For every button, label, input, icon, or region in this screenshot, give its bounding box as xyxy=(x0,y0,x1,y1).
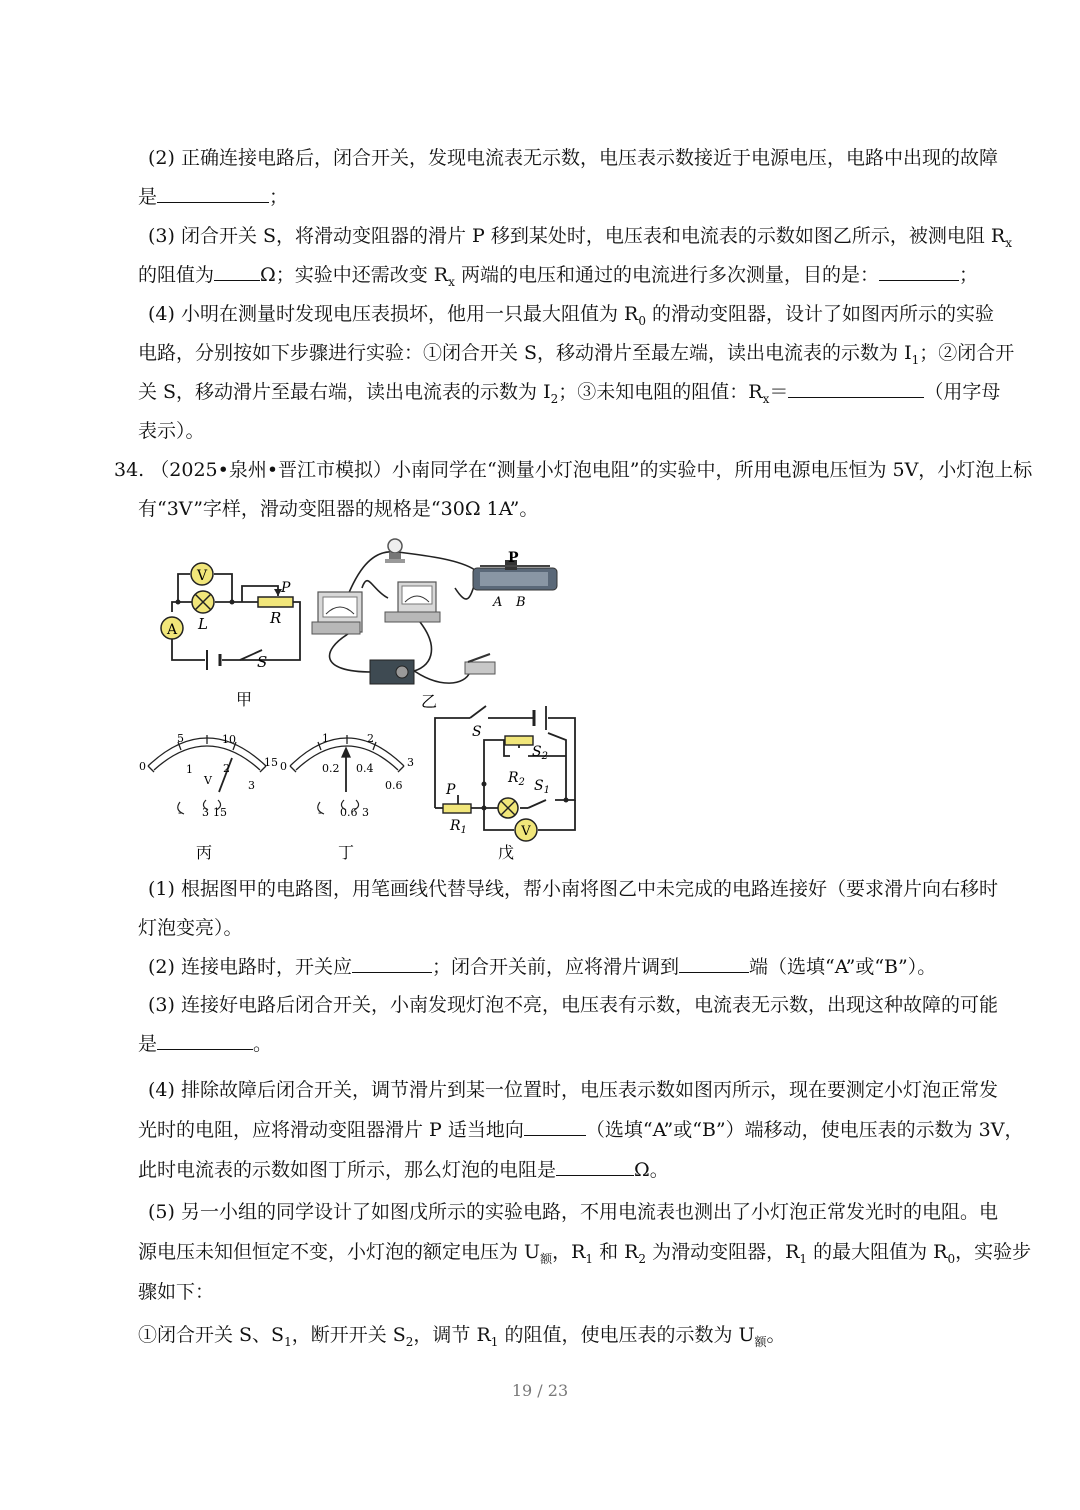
page-number: 19 / 23 xyxy=(511,1381,569,1400)
jia-label-p: P xyxy=(281,580,291,596)
q34-intro-line2: 有“3V”字样，滑动变阻器的规格是“30Ω 1A”。 xyxy=(138,498,539,520)
caption-ding: 丁 xyxy=(338,843,355,862)
q34-part1-line1: (1) 根据图甲的电路图，用笔画线代替导线，帮小南将图乙中未完成的电路连接好（要求滑片向右移时 xyxy=(148,878,998,900)
q34-part2: (2) 连接电路时，开关应 ；闭合开关前，应将滑片调到 端（选填“A”或“B”）。 xyxy=(148,956,937,978)
answer-blank[interactable] xyxy=(157,184,269,203)
q33-part3-line2: 的阻值为 Ω；实验中还需改变 $R_x$ 两端的电压和通过的电流进行多次测量，目的是： ； xyxy=(138,264,978,289)
q33-part4-line2: 电路，分别按如下步骤进行实验：①闭合开关 S，移动滑片至最左端，读出电流表的示数为 $I_1$；②闭合开 xyxy=(138,342,1015,367)
wu-label-s1: $S_1$ xyxy=(534,778,550,796)
q34-part3-line2: 是 。 xyxy=(138,1033,273,1055)
ding-tick-0.2: 0.2 xyxy=(322,762,340,775)
ding-terminal-minus: - xyxy=(318,806,322,819)
bing-unit: V xyxy=(204,774,212,787)
q33-part2-line2: 是 ； xyxy=(138,186,289,208)
bing-terminal-minus: - xyxy=(178,806,182,819)
rheostat-r1 xyxy=(443,804,471,813)
q34-part5-line1: (5) 另一小组的同学设计了如图戊所示的实验电路，不用电流表也测出了小灯泡正常发光时的电阻。电 xyxy=(148,1201,998,1223)
wu-label-v: V xyxy=(521,824,531,839)
answer-blank[interactable] xyxy=(679,954,749,973)
wu-label-r1: $R_1$ xyxy=(450,818,467,836)
answer-blank[interactable] xyxy=(157,1031,253,1050)
bing-tick-10: 10 xyxy=(222,733,236,746)
q33-part2-line1: (2) 正确连接电路后，闭合开关，发现电流表无示数，电压表示数接近于电源电压，电路中出现的故障 xyxy=(148,147,998,169)
figure-yi-apparatus xyxy=(312,539,557,684)
yi-label-a: A xyxy=(493,595,503,610)
wu-label-s: S xyxy=(472,724,482,740)
bing-tick-0: 0 xyxy=(139,760,146,773)
jia-label-a: A xyxy=(166,622,178,638)
caption-wu: 戊 xyxy=(498,843,515,862)
q34-part5-line2: 源电压未知但恒定不变，小灯泡的额定电压为 $U_额$，$R_1$ 和 $R_2$ 为滑动变阻器，$R_1$ 的最大阻值为 $R_0$，实验步 xyxy=(138,1241,1032,1266)
jia-label-v: V xyxy=(196,568,208,584)
bing-tick-3: 3 xyxy=(248,779,255,792)
jia-label-l: L xyxy=(198,615,208,633)
q34-part4-line3: 此时电流表的示数如图丁所示，那么灯泡的电阻是 Ω。 xyxy=(138,1159,669,1181)
bing-tick-1: 1 xyxy=(186,763,193,776)
wu-label-s2: $S_2$ xyxy=(532,744,548,762)
ding-tick-1: 1 xyxy=(322,732,329,745)
answer-blank[interactable] xyxy=(524,1117,586,1136)
jia-label-s: S xyxy=(257,653,268,671)
rheostat-r xyxy=(258,597,293,607)
bing-terminal-15: 15 xyxy=(213,806,227,819)
q33-part4-line1: (4) 小明在测量时发现电压表损坏，他用一只最大阻值为 $R_0$ 的滑动变阻器，设计了如图丙所示的实验 xyxy=(148,303,994,328)
answer-blank[interactable] xyxy=(556,1157,634,1176)
wu-label-r2: $R_2$ xyxy=(508,770,525,788)
q33-part4-line4: 表示）。 xyxy=(138,420,205,442)
bing-tick-2: 2 xyxy=(223,762,230,775)
yi-label-b: B xyxy=(516,595,526,610)
answer-blank[interactable] xyxy=(879,262,959,281)
ding-terminal-3: 3 xyxy=(362,806,369,819)
caption-yi: 乙 xyxy=(421,692,438,711)
answer-blank[interactable] xyxy=(352,954,432,973)
q34-step1: ①闭合开关 S、$S_1$，断开开关 $S_2$，调节 $R_1$ 的阻值，使电压表的示数为 $U_额$。 xyxy=(138,1324,786,1349)
q34-part1-line2: 灯泡变亮）。 xyxy=(138,917,243,939)
wu-label-p: P xyxy=(446,782,456,798)
bing-terminal-3: 3 xyxy=(202,806,209,819)
caption-jia: 甲 xyxy=(236,690,253,709)
q33-part4-line3: 关 S，移动滑片至最右端，读出电流表的示数为 $I_2$；③未知电阻的阻值：$R_x=$ （用字母 xyxy=(138,381,1001,406)
ding-tick-2: 2 xyxy=(367,732,374,745)
q34-intro-line1: 34. （2025•泉州•晋江市模拟）小南同学在“测量小灯泡电阻”的实验中，所用电源电压恒为 5V，小灯泡上标 xyxy=(114,459,1033,481)
q34-part5-line3: 骤如下： xyxy=(138,1281,215,1303)
ding-tick-0.6: 0.6 xyxy=(385,779,403,792)
ding-tick-3: 3 xyxy=(407,756,414,769)
jia-label-r: R xyxy=(270,609,282,627)
bing-tick-5: 5 xyxy=(177,732,184,745)
ding-tick-0: 0 xyxy=(280,760,287,773)
q34-part3-line1: (3) 连接好电路后闭合开关，小南发现灯泡不亮，电压表有示数，电流表无示数，出现这种故障的可能 xyxy=(148,994,998,1016)
q34-part4-line1: (4) 排除故障后闭合开关，调节滑片到某一位置时，电压表示数如图丙所示，现在要测定小灯泡正常发 xyxy=(148,1079,998,1101)
q33-part3-line1: (3) 闭合开关 S，将滑动变阻器的滑片 P 移到某处时，电压表和电流表的示数如图乙所示，被测电阻 $R_x$ xyxy=(148,225,1013,250)
answer-blank[interactable] xyxy=(214,262,260,281)
bing-tick-15: 15 xyxy=(264,756,278,769)
yi-label-p: P xyxy=(508,550,519,566)
ding-tick-0.4: 0.4 xyxy=(356,762,374,775)
rheostat-r2 xyxy=(505,736,533,745)
ding-terminal-0.6: 0.6 xyxy=(340,806,358,819)
caption-bing: 丙 xyxy=(196,843,213,862)
answer-blank[interactable] xyxy=(788,379,924,398)
q34-part4-line2: 光时的电阻，应将滑动变阻器滑片 P 适当地向 （选填“A”或“B”）端移动，使电压表的示数为 3V， xyxy=(138,1119,1024,1141)
figures-area xyxy=(0,530,1080,870)
